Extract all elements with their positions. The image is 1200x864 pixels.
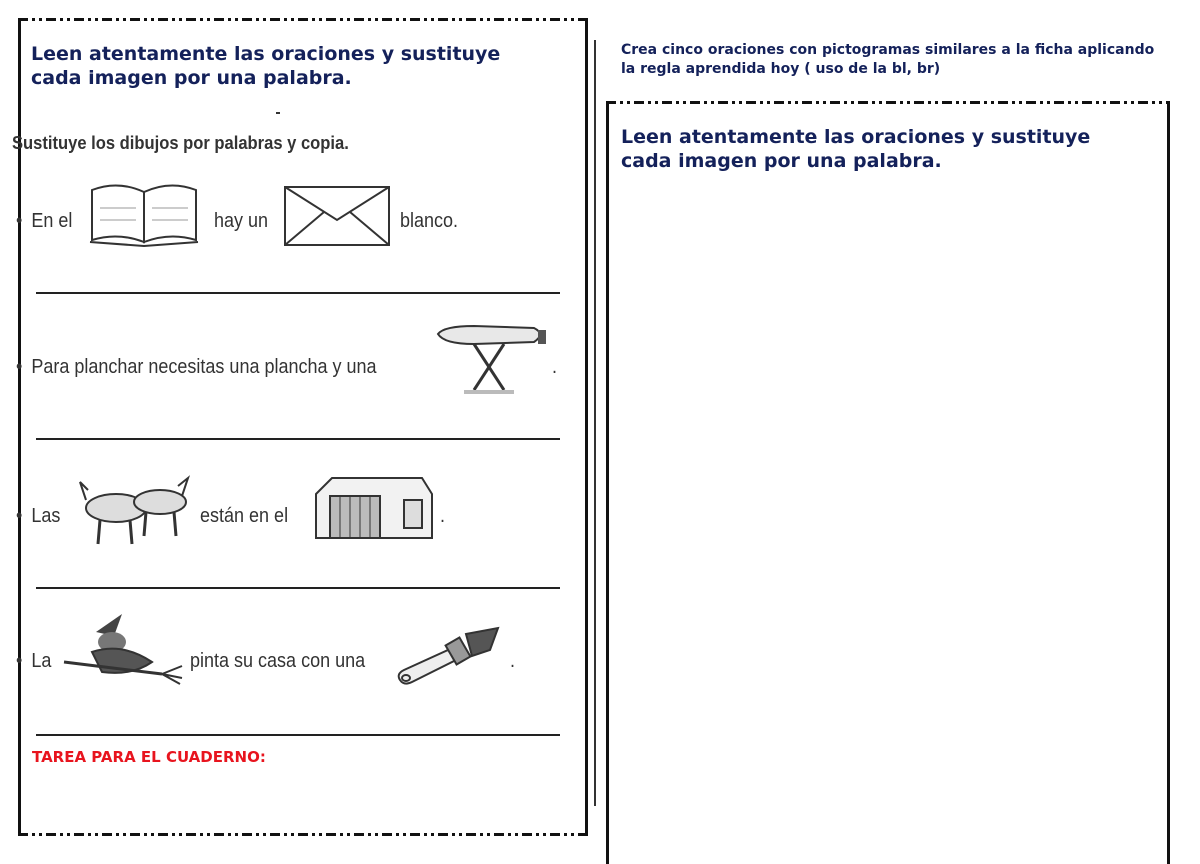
goats-icon — [74, 472, 194, 548]
sentence-3-part-1: • Las — [16, 505, 61, 527]
right-heading: Leen atentamente las oraciones y sustituye cada imagen por una palabra. — [621, 126, 1091, 172]
sentence-1-part-1: • En el — [16, 210, 73, 232]
sentence-3-part-2: están en el — [200, 505, 289, 527]
sentence-3-part-3: . — [440, 505, 446, 527]
center-divider — [594, 40, 596, 806]
right-panel-border — [606, 101, 1170, 864]
sentence-4-part-2: pinta su casa con una — [190, 650, 366, 672]
bullet: • — [16, 210, 23, 232]
answer-line-2 — [36, 438, 560, 440]
task-label: TAREA PARA EL CUADERNO: — [32, 748, 266, 766]
sentence-4-part-1: • La — [16, 650, 52, 672]
sentence-4-part-3: . — [510, 650, 516, 672]
answer-line-1 — [36, 292, 560, 294]
sentence-1-part-2: hay un — [214, 210, 269, 232]
left-heading: Leen atentamente las oraciones y sustituye cada imagen por una palabra. — [31, 43, 501, 89]
small-dash — [276, 112, 280, 114]
witch-icon — [62, 612, 184, 688]
sentence-1-part-3: blanco. — [400, 210, 459, 232]
ironing-board-icon — [434, 322, 552, 396]
answer-line-3 — [36, 587, 560, 589]
book-icon — [88, 178, 202, 248]
sentence-2-part-2: . — [552, 356, 558, 378]
right-instruction: Crea cinco oraciones con pictogramas similares a la ficha aplicando la regla aprendida hoy ( uso de la bl, br) — [621, 42, 1155, 77]
envelope-icon — [282, 184, 392, 248]
paintbrush-icon — [394, 624, 504, 688]
sentence-2-part-1: • Para planchar necesitas una plancha y una — [16, 356, 377, 378]
worksheet-title: Sustituye los dibujos por palabras y copia. — [12, 133, 349, 153]
answer-line-4 — [36, 734, 560, 736]
barn-icon — [312, 474, 436, 542]
